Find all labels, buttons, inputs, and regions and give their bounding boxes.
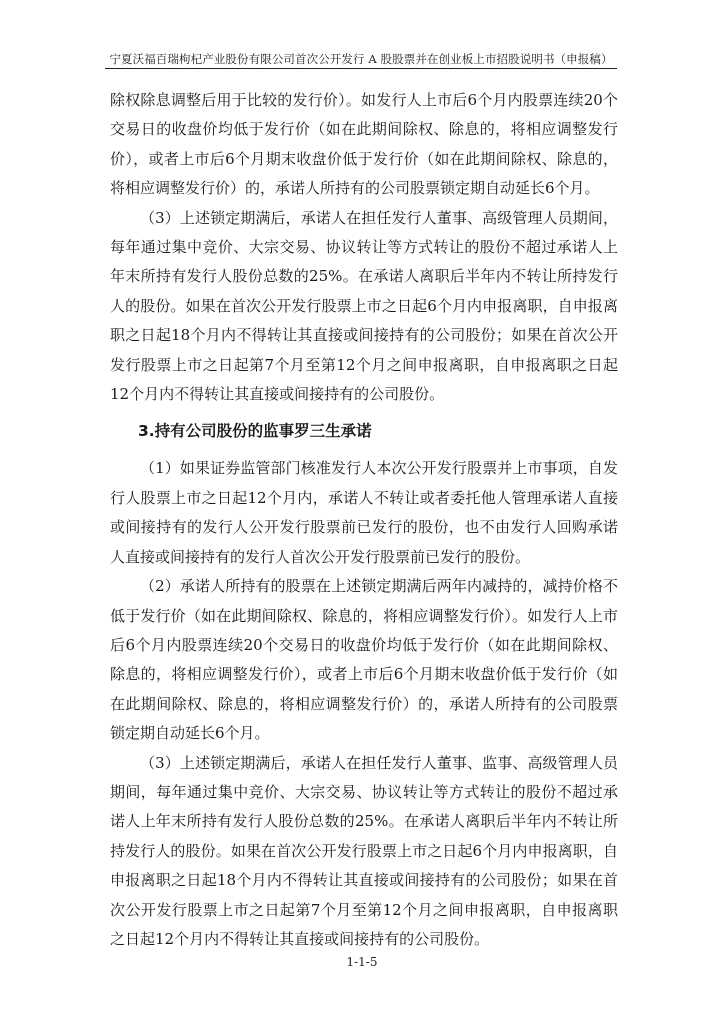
paragraph-supervisor-2: （2）承诺人所持有的股票在上述锁定期满后两年内减持的，减持价格不低于发行价（如在此期间除权、除息的，将相应调整发行价）。如发行人上市后6个月内股票连续20个交易日的收盘价均低于发行价（如在此期间除权、除息的，将相应调整发行价），或者上市后6个月期末收盘价低于发行价（如在此期间除权、除息的，将相应调整发行价）的，承诺人所持有的公司股票锁定期自动延长6个月。	[110, 577, 618, 743]
paragraph-continuation: 除权除息调整后用于比较的发行价）。如发行人上市后6个月内股票连续20个交易日的收盘价均低于发行价（如在此期间除权、除息的，将相应调整发行价），或者上市后6个月期末收盘价低于发行价（如在此期间除权、除息的，将相应调整发行价）的，承诺人所持有的公司股票锁定期自动延长6个月。	[110, 91, 618, 198]
section-heading: 3.持有公司股份的监事罗三生承诺	[138, 422, 372, 441]
paragraph-supervisor-3: （3）上述锁定期满后，承诺人在担任发行人董事、监事、高级管理人员期间，每年通过集中竞价、大宗交易、协议转让等方式转让的股份不超过承诺人上年末所持有发行人股份总数的25%。在承诺人离职后半年内不转让所持发行人的股份。如果在首次公开发行股票上市之日起6个月内申报离职，自申报离职之日起18个月内不得转让其直接或间接持有的公司股份；如果在首次公开发行股票上市之日起第7个月至第12个月之间申报离职，自申报离职之日起12个月内不得转让其直接或间接持有的公司股份。	[110, 753, 618, 948]
document-header: 宁夏沃福百瑞枸杞产业股份有限公司首次公开发行 A 股股票并在创业板上市招股说明书（申报稿）	[105, 51, 617, 69]
document-body	[110, 86, 618, 954]
paragraph-lockup-3: （3）上述锁定期满后，承诺人在担任发行人董事、高级管理人员期间，每年通过集中竞价、大宗交易、协议转让等方式转让的股份不超过承诺人上年末所持有发行人股份总数的25%。在承诺人离职后半年内不转让所持发行人的股份。如果在首次公开发行股票上市之日起6个月内申报离职，自申报离职之日起18个月内不得转让其直接或间接持有的公司股份；如果在首次公开发行股票上市之日起第7个月至第12个月之间申报离职，自申报离职之日起12个月内不得转让其直接或间接持有的公司股份。	[110, 208, 618, 404]
paragraph-supervisor-1: （1）如果证券监管部门核准发行人本次公开发行股票并上市事项，自发行人股票上市之日起12个月内，承诺人不转让或者委托他人管理承诺人直接或间接持有的发行人公开发行股票前已发行的股份，也不由发行人回购承诺人直接或间接持有的发行人首次公开发行股票前已发行的股份。	[110, 459, 618, 566]
page-number: 1-1-5	[346, 955, 378, 969]
